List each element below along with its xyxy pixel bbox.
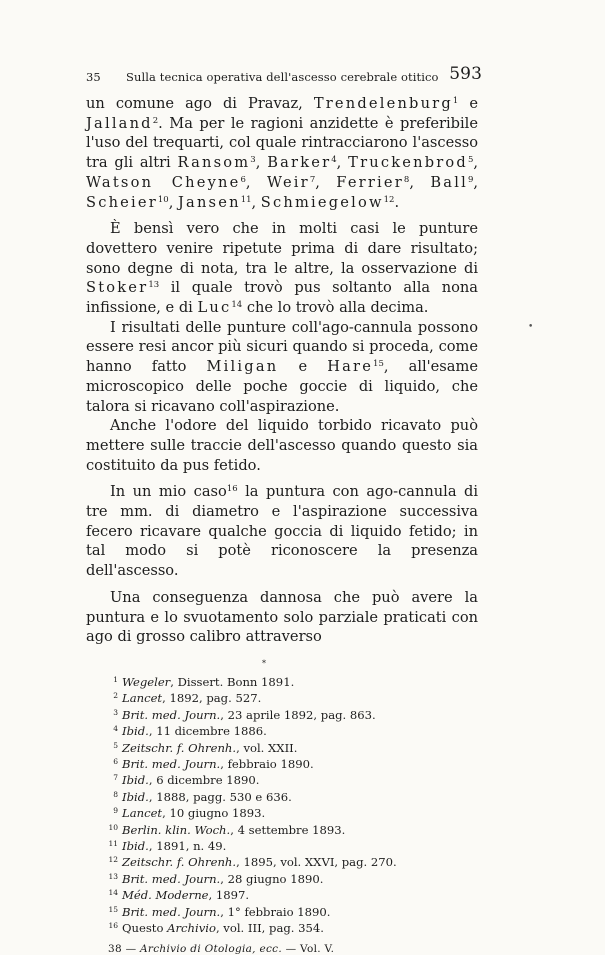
footnote-number: 1 (113, 674, 118, 684)
footnote (106, 673, 478, 689)
author-name: Miligan (206, 358, 279, 376)
footnote-source: Ibid. (122, 773, 149, 788)
footnote-ref: 2 (152, 115, 159, 126)
footnote (106, 837, 478, 853)
footnote-detail: , 1895, vol. XXVI, pag. 270. (236, 855, 397, 870)
footnote (106, 689, 478, 705)
footnote (106, 903, 478, 919)
footnote-source: Archivio (167, 921, 216, 936)
footnote-number: 15 (108, 904, 118, 914)
footnote-detail: , 28 giugno 1890. (220, 871, 324, 886)
footnote (106, 788, 478, 804)
author-name: Luc (197, 299, 232, 317)
footnote-detail: , 4 settembre 1893. (230, 822, 346, 837)
author-name: Ferrier (336, 173, 404, 191)
author-name: Schmiegelow (260, 193, 384, 211)
footnote (106, 755, 478, 771)
footnote-number: 2 (113, 691, 118, 701)
footnote (106, 706, 478, 722)
margin-mark: • (528, 322, 534, 332)
author-name: Jalland (86, 114, 153, 132)
footnote-ref: 3 (250, 155, 256, 166)
author-name: Stoker (86, 279, 149, 297)
paragraph: Una conseguenza dannosa che può avere la puntura e lo svuotamento solo parziale praticati con ago di grosso calibro attraverso (86, 588, 478, 646)
separator-mark: * (262, 658, 266, 668)
footnote (106, 853, 478, 869)
footnote (106, 804, 478, 820)
footnote-detail: , febbraio 1890. (220, 757, 314, 772)
footnote-ref: 6 (240, 174, 246, 185)
paragraph: un comune ago di Pravaz, Trendelenburg$^1$ e Jalland$^2$. Ma per le ragioni anzidette è preferibile l'uso del trequarti, col quale rintracciarono l'ascesso tra gli altri Ransom$^3$, Barker$^4$, Truckenbrod$^5$, Watson Cheyne$^6$, Weir$^7$, Ferrier$^8$, Ball$^9$, Scheier$^{10}$, Jansen$^{11}$, Schmiegelow$^{12}$. (86, 95, 479, 211)
author-name: Ransom (177, 154, 251, 172)
footnote-ref: 7 (309, 174, 316, 185)
footnote-source: Ibid. (122, 839, 149, 854)
footnote-ref: 8 (403, 174, 410, 185)
footnote-number: 11 (108, 839, 118, 849)
footnote (106, 771, 478, 787)
footnote-source: Brit. med. Journ. (122, 707, 221, 722)
footnote-ref: 13 (148, 280, 160, 291)
footnote (106, 821, 478, 837)
footnote-detail: , 1892, pag. 527. (162, 691, 262, 706)
footnote-detail: , vol. XXII. (236, 740, 298, 755)
footnote-source: Berlin. klin. Woch. (122, 822, 231, 837)
paragraph: È bensì vero che in molti casi le punture dovettero venire ripetute prima di dare risultato; sono degne di nota, tra le altre, la osservazione di Stoker$^{13}$ il quale trovò pus soltanto alla nona infissione, e di Luc$^{14}$ che lo trovò alla decima. (86, 220, 478, 317)
footnote-source: Ibid. (122, 724, 149, 739)
footnote-ref: 1 (452, 96, 459, 106)
footnote-separator (86, 658, 386, 669)
footnote-detail: , 1897. (208, 888, 250, 903)
signature-line (108, 943, 478, 955)
footnote-ref: 14 (231, 300, 243, 311)
author-name: Trendelenburg (313, 95, 453, 112)
footnote-source: Zeitschr. f. Ohrenh. (122, 855, 237, 870)
author-name: Ball (430, 173, 468, 191)
footnote (106, 870, 478, 886)
footnotes (106, 673, 478, 936)
footnote-number: 14 (108, 888, 118, 898)
footnote-detail: , Dissert. Bonn 1891. (170, 674, 295, 689)
author-name: Hare (327, 358, 374, 376)
author-name: Jansen (178, 193, 241, 211)
header-title: Sulla tecnica operativa dell'ascesso cerebrale otitico (126, 70, 439, 84)
author-name: Barker (267, 154, 332, 172)
footnote-number: 6 (113, 757, 118, 767)
footnote-number: 3 (113, 707, 118, 717)
page-number: 593 (449, 64, 482, 84)
footnote-source: Méd. Moderne (122, 888, 209, 903)
footnote-detail: , 1° febbraio 1890. (220, 904, 331, 919)
footnote-detail: , 11 dicembre 1886. (148, 724, 267, 739)
footnote-source: Lancet (122, 806, 163, 821)
footnote-source: Brit. med. Journ. (122, 871, 221, 886)
footnote-ref: 10 (157, 194, 169, 205)
footnote-prefix: Questo (122, 921, 168, 936)
footnote-number: 8 (113, 789, 118, 799)
footnote-number: 13 (108, 871, 118, 881)
footnote-source: Brit. med. Journ. (122, 904, 221, 919)
author-name: Weir (266, 173, 310, 191)
running-header (86, 64, 482, 90)
header-left-number: 35 (86, 70, 101, 84)
footnote-number: 9 (113, 806, 118, 816)
footnote (106, 739, 478, 755)
author-name: Scheier (86, 193, 158, 211)
footnote-detail: , 10 giugno 1893. (162, 806, 266, 821)
footnote-detail: , 1888, pagg. 530 e 636. (148, 789, 292, 804)
footnote-detail: , 1891, n. 49. (148, 839, 227, 854)
paragraph: I risultati delle punture coll'ago-cannula possono essere resi ancor più sicuri quando si proceda, come hanno fatto Miligan e Hare$^{15}$, all'esame microscopico delle poche goccie di liquido, che talora si ricavano coll'aspirazione. (86, 318, 478, 415)
signature-number: 38 — (108, 943, 141, 955)
footnote-source: Brit. med. Journ. (122, 757, 221, 772)
footnote-number: 12 (108, 855, 118, 865)
body-text (86, 94, 478, 647)
footnote-number: 4 (113, 724, 118, 734)
signature-volume: — Vol. V. (281, 943, 335, 955)
footnote-ref: 15 (373, 359, 384, 370)
footnote-ref: 11 (240, 194, 252, 205)
footnote-ref: 12 (383, 194, 395, 205)
author-name: Truckenbrod (348, 154, 468, 172)
signature-title: Archivio di Otologia, ecc. (140, 943, 282, 955)
paragraph: In un mio caso$^{16}$ la puntura con ago-cannula di tre mm. di diametro e l'aspirazione successiva fecero ricavare qualche goccia di liquido fetido; in tal modo si potè riconoscere la presenza dell'ascesso. (86, 483, 478, 580)
page (86, 64, 482, 955)
footnote-number: 16 (108, 921, 118, 931)
author-name: Watson Cheyne (86, 173, 241, 191)
footnote-detail: , 23 aprile 1892, pag. 863. (220, 707, 376, 722)
footnote-number: 5 (113, 740, 118, 750)
footnote-number: 10 (108, 822, 118, 832)
footnote (106, 919, 478, 935)
footnote (106, 886, 478, 902)
footnote-detail: , 6 dicembre 1890. (148, 773, 260, 788)
footnote-number: 7 (113, 773, 118, 783)
footnote (106, 722, 478, 738)
footnote-detail: , vol. III, pag. 354. (215, 921, 324, 936)
footnote-source: Zeitschr. f. Ohrenh. (122, 740, 237, 755)
footnote-ref: 5 (467, 155, 474, 166)
footnote-ref: 9 (467, 174, 474, 185)
paragraph: Anche l'odore del liquido torbido ricavato può mettere sulle traccie dell'ascesso quando questo sia costituito da pus fetido. (86, 417, 478, 474)
footnote-source: Lancet (122, 691, 163, 706)
footnote-source: Ibid. (122, 789, 149, 804)
footnote-ref: 4 (331, 155, 337, 166)
footnote-ref: 16 (226, 484, 238, 495)
footnote-source: Wegeler (122, 674, 171, 689)
